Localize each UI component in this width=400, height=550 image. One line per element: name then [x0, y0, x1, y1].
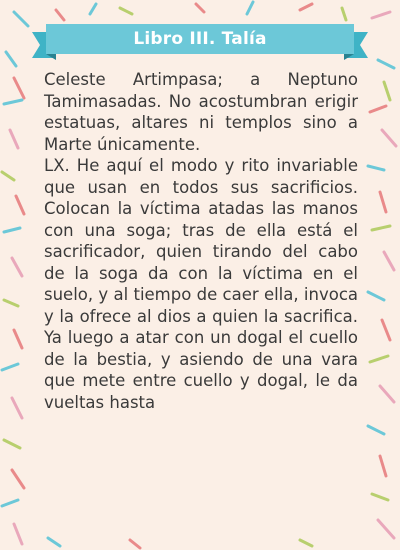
book-text [44, 69, 358, 413]
page-title: Libro III. Talía [46, 24, 354, 54]
title-ribbon [32, 22, 368, 62]
paragraph-2: LX. He aquí el modo y rito invariable que usan en todos sus sacrificios. Colocan la víctima atadas las manos con una soga; tras de ella está el sacrificador, quien tirando del cabo de la soga da con la víctima en el suelo, y al tiempo de caer ella, invoca y la ofrece al dios a quien la sacrifica. Ya luego a atar con un dogal el cuello de la bestia, y asiendo de una vara que mete entre cuello y dogal, le da vueltas hasta [44, 156, 358, 412]
paragraph-1: Celeste Artimpasa; a Neptuno Tamimasadas. No acostumbran erigir estatuas, altares ni templos sino a Marte únicamente. [44, 70, 358, 154]
